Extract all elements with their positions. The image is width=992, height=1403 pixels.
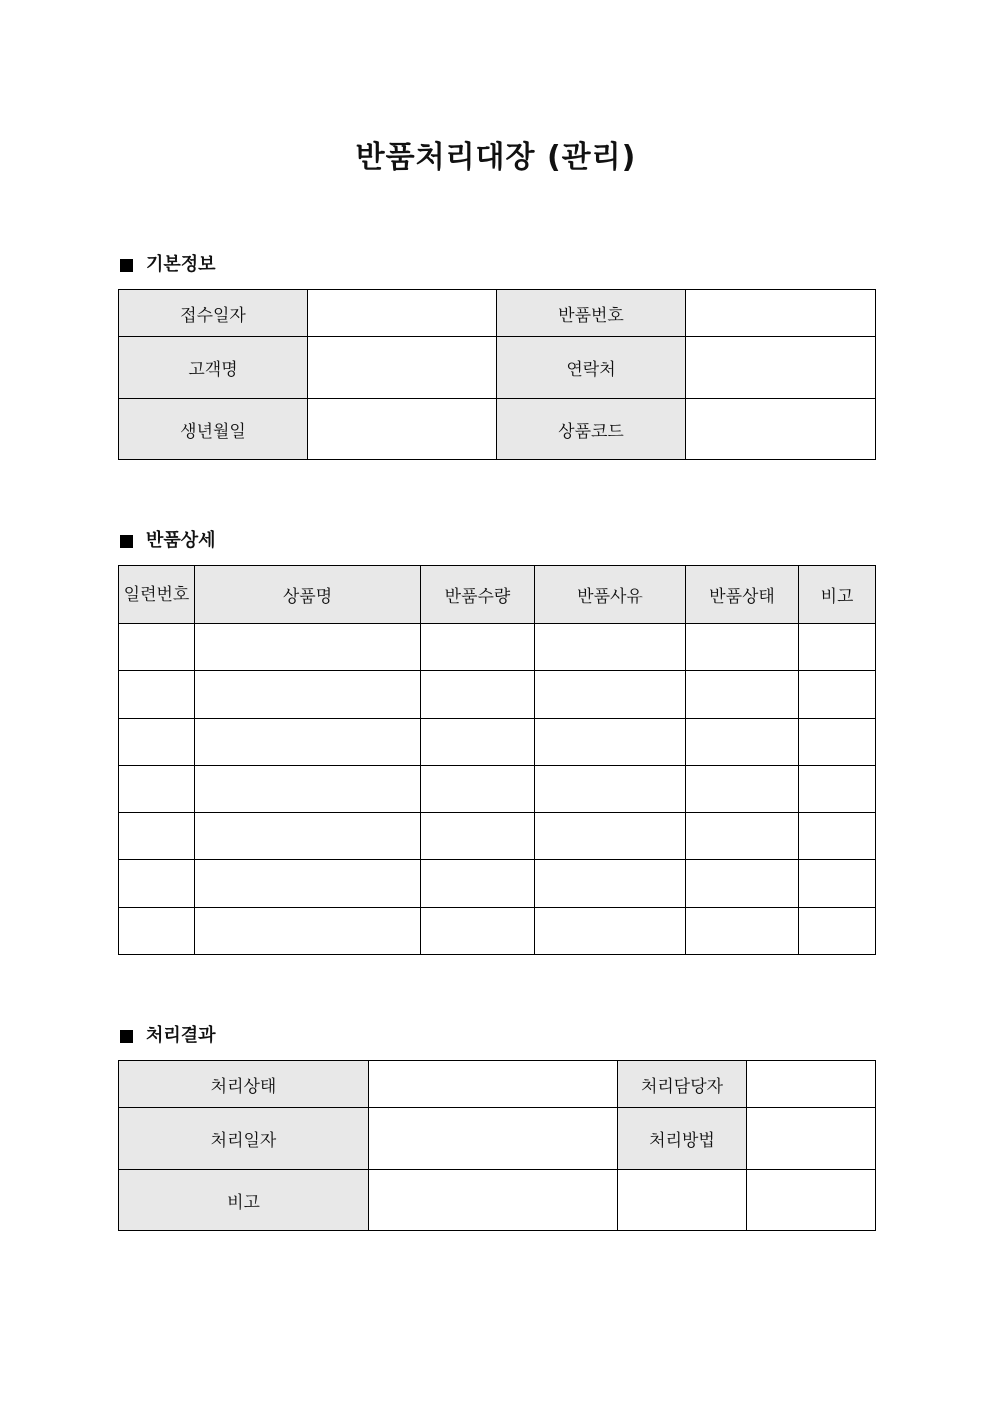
- contact-label: 연락처: [497, 337, 686, 399]
- square-bullet-icon: [120, 1030, 133, 1043]
- table-row: [119, 624, 876, 671]
- process-manager-field[interactable]: [747, 1061, 876, 1108]
- column-header-status: 반품상태: [686, 566, 799, 624]
- square-bullet-icon: [120, 259, 133, 272]
- table-row: [119, 1061, 876, 1108]
- cell-serial[interactable]: [119, 624, 195, 671]
- cell-note[interactable]: [799, 813, 876, 860]
- cell-note[interactable]: [799, 719, 876, 766]
- table-row: [119, 766, 876, 813]
- cell-reason[interactable]: [535, 766, 686, 813]
- table-row: [119, 337, 876, 399]
- cell-serial[interactable]: [119, 860, 195, 908]
- cell-status[interactable]: [686, 719, 799, 766]
- cell-quantity[interactable]: [421, 860, 535, 908]
- table-row: [119, 399, 876, 460]
- process-status-label: 처리상태: [119, 1061, 369, 1108]
- return-number-label: 반품번호: [497, 290, 686, 337]
- cell-status[interactable]: [686, 766, 799, 813]
- column-header-product-name: 상품명: [195, 566, 421, 624]
- cell-serial[interactable]: [119, 908, 195, 955]
- cell-quantity[interactable]: [421, 719, 535, 766]
- table-header-row: [119, 566, 876, 624]
- cell-serial[interactable]: [119, 766, 195, 813]
- table-row: [119, 860, 876, 908]
- cell-product-name[interactable]: [195, 908, 421, 955]
- cell-product-name[interactable]: [195, 719, 421, 766]
- cell-reason[interactable]: [535, 624, 686, 671]
- cell-serial[interactable]: [119, 719, 195, 766]
- section-heading-detail: [119, 529, 216, 553]
- process-manager-label: 처리담당자: [618, 1061, 747, 1108]
- cell-reason[interactable]: [535, 719, 686, 766]
- cell-status[interactable]: [686, 813, 799, 860]
- section-heading-basic: [119, 253, 216, 277]
- cell-quantity[interactable]: [421, 671, 535, 719]
- contact-field[interactable]: [686, 337, 876, 399]
- column-header-note: 비고: [799, 566, 876, 624]
- cell-status[interactable]: [686, 624, 799, 671]
- empty-cell[interactable]: [747, 1170, 876, 1231]
- table-row: [119, 1170, 876, 1231]
- cell-product-name[interactable]: [195, 671, 421, 719]
- table-row: [119, 908, 876, 955]
- process-status-field[interactable]: [369, 1061, 618, 1108]
- process-date-field[interactable]: [369, 1108, 618, 1170]
- cell-quantity[interactable]: [421, 624, 535, 671]
- cell-reason[interactable]: [535, 813, 686, 860]
- cell-product-name[interactable]: [195, 813, 421, 860]
- cell-status[interactable]: [686, 908, 799, 955]
- table-row: [119, 1108, 876, 1170]
- product-code-label: 상품코드: [497, 399, 686, 460]
- customer-name-field[interactable]: [308, 337, 497, 399]
- cell-quantity[interactable]: [421, 908, 535, 955]
- section-heading-basic-label: 기본정보: [146, 254, 216, 275]
- cell-note[interactable]: [799, 624, 876, 671]
- receipt-date-field[interactable]: [308, 290, 497, 337]
- cell-reason[interactable]: [535, 860, 686, 908]
- cell-note[interactable]: [799, 671, 876, 719]
- cell-note[interactable]: [799, 908, 876, 955]
- page-title: 반품처리대장 (관리): [355, 140, 637, 175]
- cell-product-name[interactable]: [195, 766, 421, 813]
- process-method-label: 처리방법: [618, 1108, 747, 1170]
- cell-note[interactable]: [799, 766, 876, 813]
- table-row: [119, 719, 876, 766]
- process-method-field[interactable]: [747, 1108, 876, 1170]
- cell-serial[interactable]: [119, 813, 195, 860]
- column-header-quantity: 반품수량: [421, 566, 535, 624]
- square-bullet-icon: [120, 535, 133, 548]
- cell-reason[interactable]: [535, 671, 686, 719]
- cell-status[interactable]: [686, 860, 799, 908]
- return-detail-table: [118, 565, 876, 955]
- customer-name-label: 고객명: [119, 337, 308, 399]
- process-note-field[interactable]: [369, 1170, 618, 1231]
- column-header-serial: 일련번호: [119, 566, 195, 624]
- receipt-date-label: 접수일자: [119, 290, 308, 337]
- table-row: [119, 813, 876, 860]
- birth-date-label: 생년월일: [119, 399, 308, 460]
- cell-serial[interactable]: [119, 671, 195, 719]
- basic-info-table: [118, 289, 876, 460]
- return-number-field[interactable]: [686, 290, 876, 337]
- cell-status[interactable]: [686, 671, 799, 719]
- process-result-table: [118, 1060, 876, 1231]
- cell-note[interactable]: [799, 860, 876, 908]
- empty-cell[interactable]: [618, 1170, 747, 1231]
- process-note-label: 비고: [119, 1170, 369, 1231]
- birth-date-field[interactable]: [308, 399, 497, 460]
- section-heading-detail-label: 반품상세: [146, 530, 216, 551]
- section-heading-result-label: 처리결과: [146, 1025, 216, 1046]
- section-heading-result: [119, 1024, 216, 1048]
- cell-product-name[interactable]: [195, 860, 421, 908]
- product-code-field[interactable]: [686, 399, 876, 460]
- table-row: [119, 671, 876, 719]
- column-header-reason: 반품사유: [535, 566, 686, 624]
- table-row: [119, 290, 876, 337]
- cell-quantity[interactable]: [421, 766, 535, 813]
- process-date-label: 처리일자: [119, 1108, 369, 1170]
- cell-quantity[interactable]: [421, 813, 535, 860]
- cell-reason[interactable]: [535, 908, 686, 955]
- cell-product-name[interactable]: [195, 624, 421, 671]
